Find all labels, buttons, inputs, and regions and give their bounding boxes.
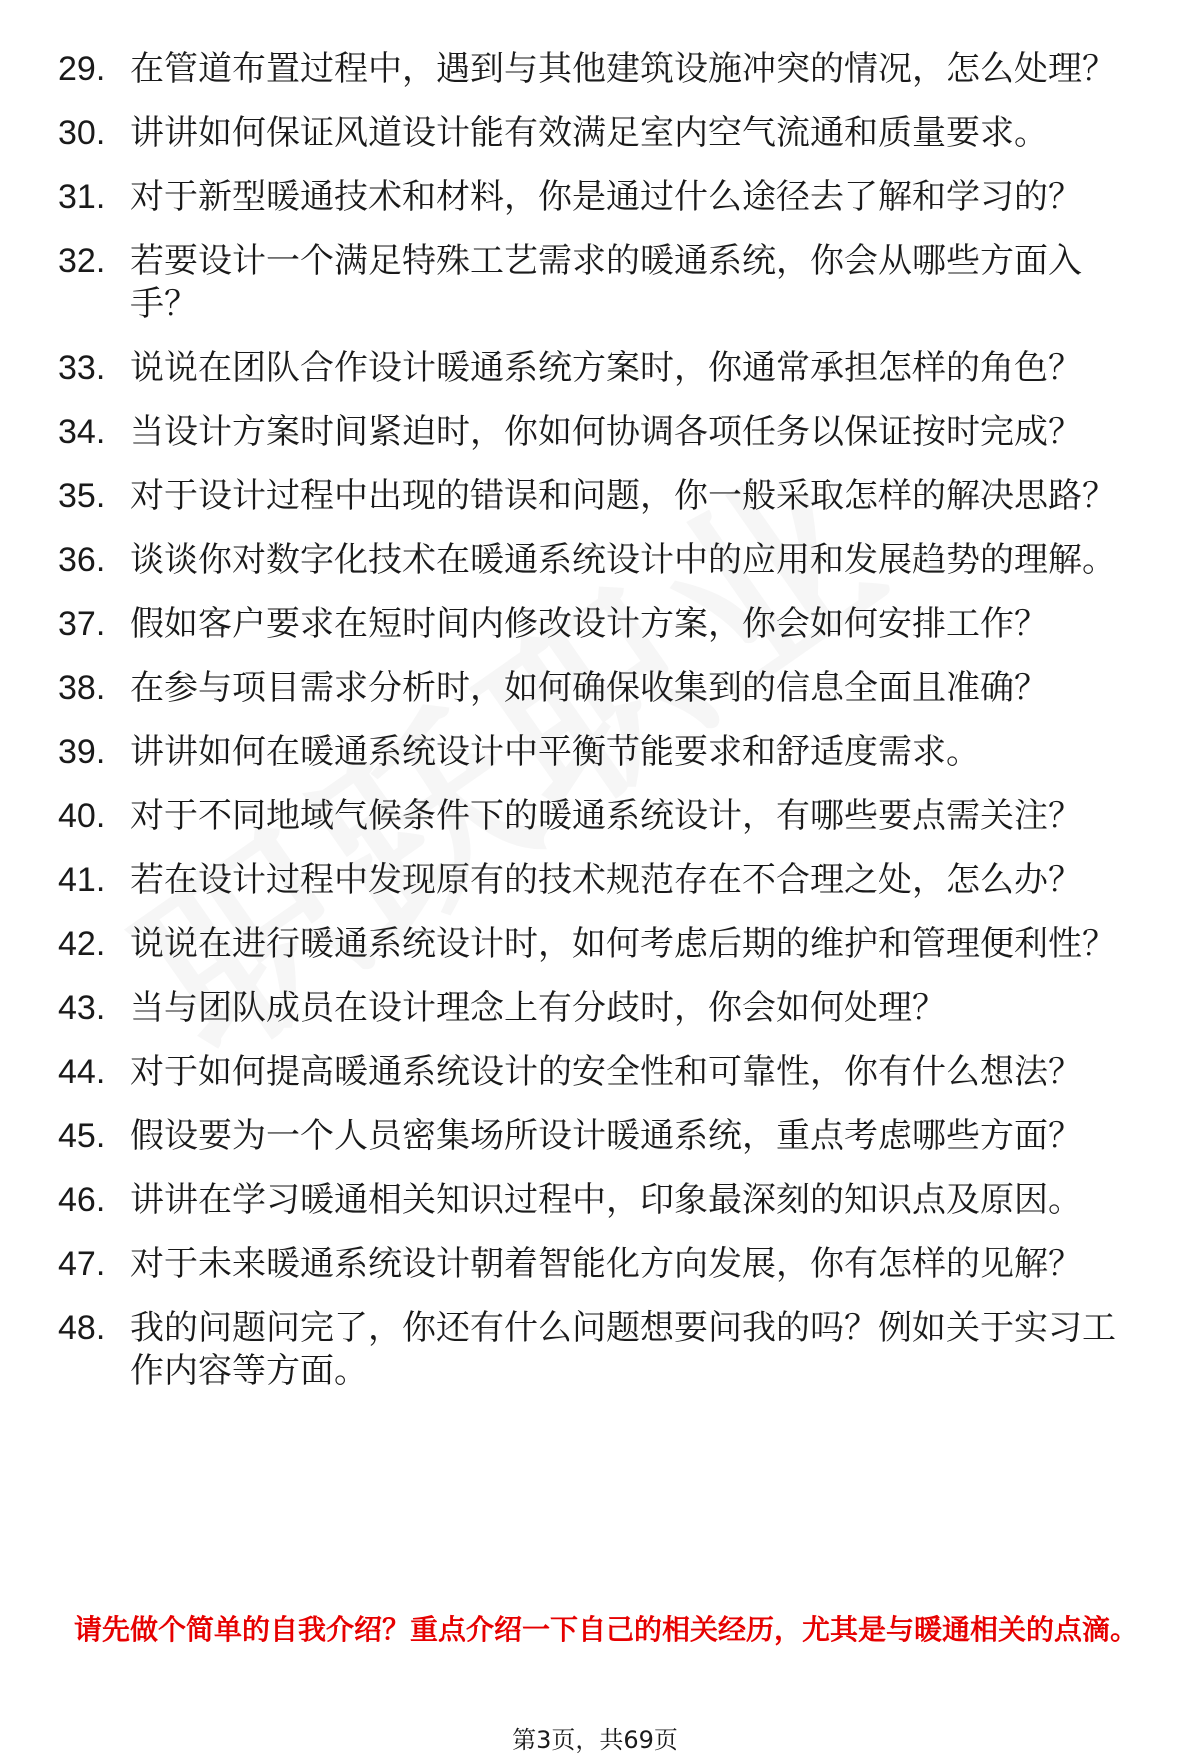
question-text: 当与团队成员在设计理念上有分歧时，你会如何处理？ bbox=[130, 988, 946, 1028]
question-text: 当设计方案时间紧迫时，你如何协调各项任务以保证按时完成？ bbox=[130, 412, 1082, 452]
question-text: 对于新型暖通技术和材料，你是通过什么途径去了解和学习的？ bbox=[130, 177, 1082, 217]
question-number: 35. bbox=[58, 477, 106, 515]
list-item bbox=[58, 731, 1148, 774]
list-item bbox=[58, 48, 1148, 91]
question-number: 30. bbox=[58, 114, 106, 152]
question-text: 对于设计过程中出现的错误和问题，你一般采取怎样的解决思路？ bbox=[130, 476, 1116, 516]
question-number: 32. bbox=[58, 242, 106, 280]
list-item bbox=[58, 667, 1148, 710]
question-text: 对于未来暖通系统设计朝着智能化方向发展，你有怎样的见解？ bbox=[130, 1244, 1082, 1284]
question-text: 在参与项目需求分析时，如何确保收集到的信息全面且准确？ bbox=[130, 668, 1048, 708]
question-text: 讲讲在学习暖通相关知识过程中，印象最深刻的知识点及原因。 bbox=[130, 1180, 1082, 1220]
list-item bbox=[58, 112, 1148, 155]
question-number: 33. bbox=[58, 349, 106, 387]
list-item bbox=[58, 539, 1148, 582]
list-item bbox=[58, 347, 1148, 390]
list-item bbox=[58, 411, 1148, 454]
question-text: 讲讲如何保证风道设计能有效满足室内空气流通和质量要求。 bbox=[130, 113, 1048, 153]
list-item bbox=[58, 987, 1148, 1030]
question-number: 46. bbox=[58, 1181, 106, 1219]
list-item bbox=[58, 475, 1148, 518]
question-number: 31. bbox=[58, 178, 106, 216]
question-text: 我的问题问完了，你还有什么问题想要问我的吗？例如关于实习工作内容等方面。 bbox=[130, 1308, 1116, 1391]
question-number: 34. bbox=[58, 413, 106, 451]
question-number: 45. bbox=[58, 1117, 106, 1155]
question-number: 36. bbox=[58, 541, 106, 579]
list-item bbox=[58, 1307, 1148, 1393]
question-number: 41. bbox=[58, 861, 106, 899]
question-number: 29. bbox=[58, 50, 106, 88]
question-number: 48. bbox=[58, 1309, 106, 1347]
question-number: 42. bbox=[58, 925, 106, 963]
question-text: 在管道布置过程中，遇到与其他建筑设施冲突的情况，怎么处理？ bbox=[130, 49, 1116, 89]
question-text: 若要设计一个满足特殊工艺需求的暖通系统，你会从哪些方面入手？ bbox=[130, 241, 1082, 324]
list-item bbox=[58, 795, 1148, 838]
list-item bbox=[58, 176, 1148, 219]
question-number: 44. bbox=[58, 1053, 106, 1091]
question-number: 39. bbox=[58, 733, 106, 771]
question-text: 讲讲如何在暖通系统设计中平衡节能要求和舒适度需求。 bbox=[130, 732, 980, 772]
list-item bbox=[58, 240, 1148, 326]
question-number: 37. bbox=[58, 605, 106, 643]
list-item bbox=[58, 859, 1148, 902]
page-number: 第3页，共69页 bbox=[512, 1726, 678, 1754]
question-text: 说说在进行暖通系统设计时，如何考虑后期的维护和管理便利性？ bbox=[130, 924, 1116, 964]
question-text: 假如客户要求在短时间内修改设计方案，你会如何安排工作？ bbox=[130, 604, 1048, 644]
question-text: 说说在团队合作设计暖通系统方案时，你通常承担怎样的角色？ bbox=[130, 348, 1082, 388]
question-text: 对于不同地域气候条件下的暖通系统设计，有哪些要点需关注？ bbox=[130, 796, 1082, 836]
question-number: 47. bbox=[58, 1245, 106, 1283]
highlight-note: 请先做个简单的自我介绍？重点介绍一下自己的相关经历，尤其是与暖通相关的点滴。 bbox=[74, 1613, 1139, 1646]
question-text: 假设要为一个人员密集场所设计暖通系统，重点考虑哪些方面？ bbox=[130, 1116, 1082, 1156]
question-number: 43. bbox=[58, 989, 106, 1027]
list-item bbox=[58, 603, 1148, 646]
list-item bbox=[58, 923, 1148, 966]
question-text: 若在设计过程中发现原有的技术规范存在不合理之处，怎么办？ bbox=[130, 860, 1082, 900]
question-number: 40. bbox=[58, 797, 106, 835]
list-item bbox=[58, 1243, 1148, 1286]
list-item bbox=[58, 1179, 1148, 1222]
question-number: 38. bbox=[58, 669, 106, 707]
question-text: 对于如何提高暖通系统设计的安全性和可靠性，你有什么想法？ bbox=[130, 1052, 1082, 1092]
list-item bbox=[58, 1051, 1148, 1094]
question-text: 谈谈你对数字化技术在暖通系统设计中的应用和发展趋势的理解。 bbox=[130, 540, 1116, 580]
list-item bbox=[58, 1115, 1148, 1158]
question-list bbox=[58, 48, 1148, 1414]
